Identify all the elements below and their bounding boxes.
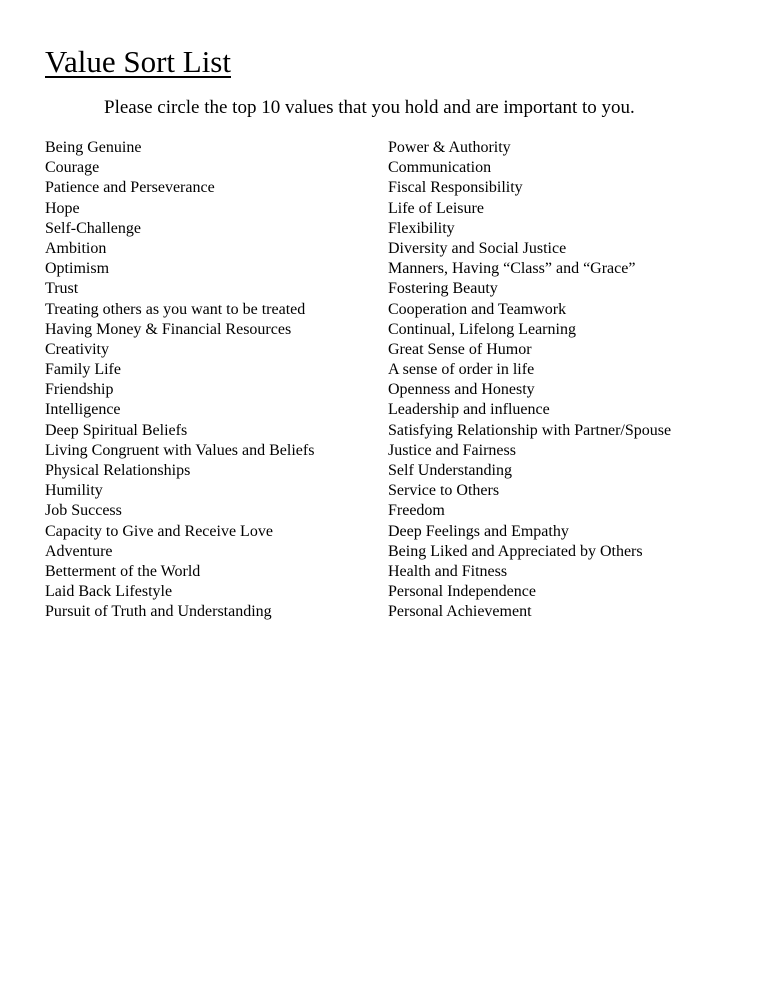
values-list-right [388, 138, 671, 623]
value-item: Ambition [45, 239, 107, 257]
value-item: Family Life [45, 361, 121, 379]
value-item: Deep Feelings and Empathy [388, 522, 569, 540]
value-item: Power & Authority [388, 139, 511, 156]
value-item: Diversity and Social Justice [388, 239, 567, 257]
values-list-left [45, 138, 314, 623]
value-item: Job Success [45, 502, 122, 520]
value-item: Courage [45, 159, 100, 177]
value-item: Patience and Perseverance [45, 179, 215, 197]
value-item: Justice and Fairness [388, 441, 516, 459]
value-item: Optimism [45, 260, 110, 278]
value-item: Leadership and influence [388, 401, 550, 419]
instructions-text: Please circle the top 10 values that you hold and are important to you. [104, 97, 635, 118]
value-item: Hope [45, 199, 80, 217]
value-item: Flexibility [388, 219, 455, 237]
value-item: Adventure [45, 542, 113, 560]
value-item: Openness and Honesty [388, 381, 535, 399]
value-item: Life of Leisure [388, 199, 484, 217]
value-item: Great Sense of Humor [388, 340, 532, 358]
value-item: Having Money & Financial Resources [45, 320, 292, 338]
value-item: Fostering Beauty [388, 280, 498, 298]
value-item: Personal Achievement [388, 603, 532, 621]
value-item: Communication [388, 159, 492, 177]
value-item: Fiscal Responsibility [388, 179, 523, 197]
value-item: Health and Fitness [388, 562, 508, 580]
value-item: Being Genuine [45, 139, 142, 156]
value-item: Manners, Having “Class” and “Grace” [388, 260, 636, 278]
page-title: Value Sort List [45, 44, 231, 79]
value-item: Capacity to Give and Receive Love [45, 522, 273, 540]
value-item: Intelligence [45, 401, 121, 419]
value-item: Physical Relationships [45, 462, 191, 479]
value-item: Humility [45, 482, 103, 500]
value-item: Service to Others [388, 482, 500, 500]
value-item: Laid Back Lifestyle [45, 583, 173, 601]
value-item: Continual, Lifelong Learning [388, 320, 576, 338]
value-item: Self Understanding [388, 462, 512, 479]
value-item: Freedom [388, 502, 445, 520]
value-item: Cooperation and Teamwork [388, 300, 567, 318]
value-item: Friendship [45, 381, 114, 399]
value-item: Living Congruent with Values and Beliefs [45, 441, 315, 459]
value-item: Creativity [45, 340, 109, 358]
value-item: A sense of order in life [388, 361, 535, 379]
value-item: Personal Independence [388, 583, 536, 601]
value-item: Treating others as you want to be treated [45, 300, 306, 318]
value-item: Betterment of the World [45, 562, 201, 580]
value-item: Self-Challenge [45, 219, 141, 237]
value-item: Deep Spiritual Beliefs [45, 421, 188, 439]
value-item: Trust [45, 280, 79, 298]
value-item: Pursuit of Truth and Understanding [45, 603, 272, 621]
value-item: Satisfying Relationship with Partner/Spouse [388, 421, 672, 439]
value-item: Being Liked and Appreciated by Others [388, 542, 643, 560]
